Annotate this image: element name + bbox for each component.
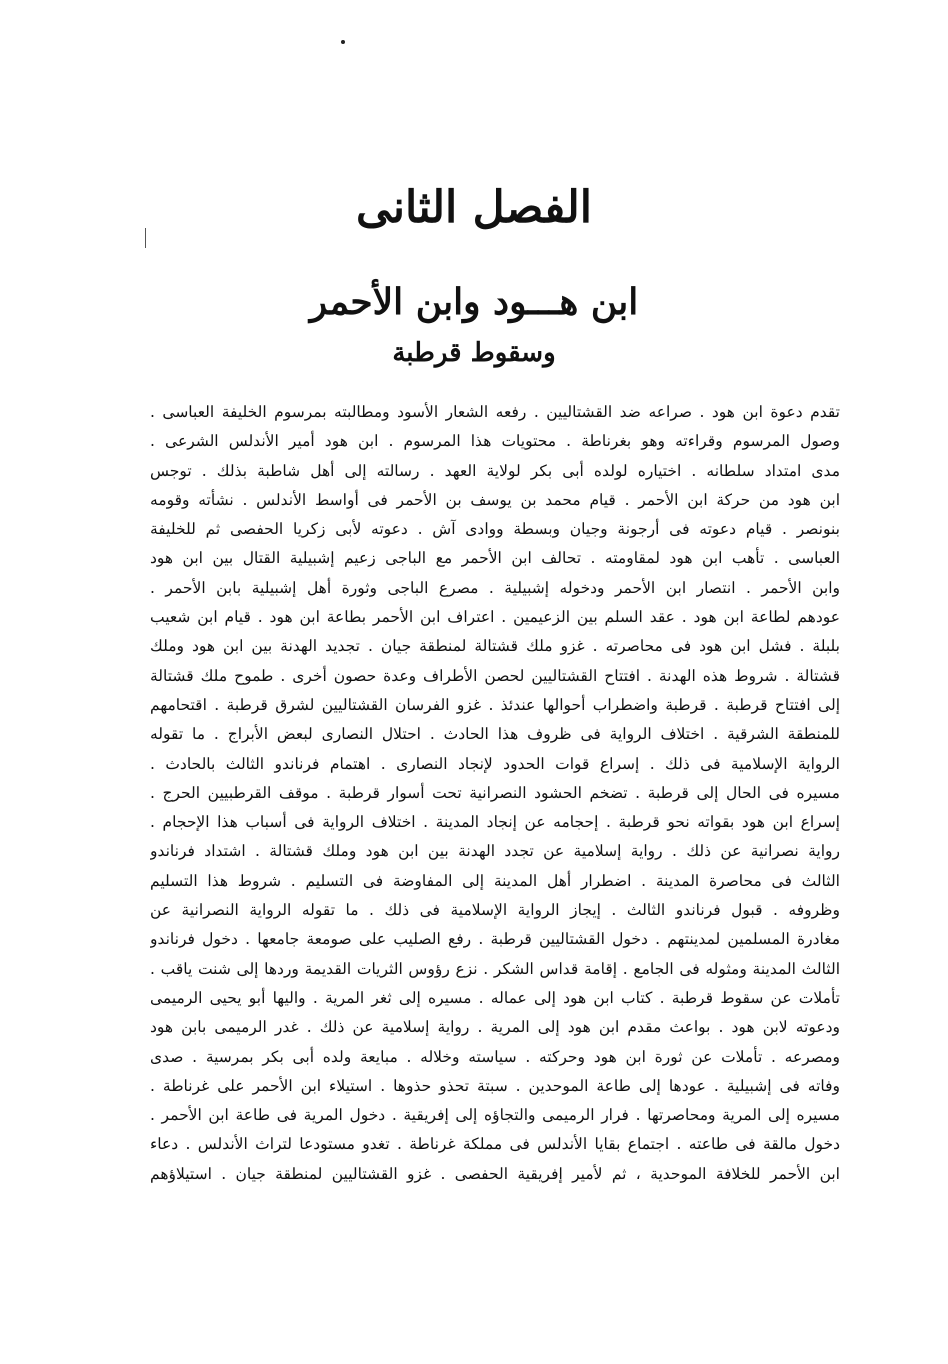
summary-line: الثالث المدينة ومثوله فى الجامع . إقامة قداس الشكر . نزع رؤوس الثريات القديمة وردها إلى شنت ياقب . [150, 959, 840, 978]
summary-line: رواية نصرانية عن ذلك . رواية إسلامية عن تجدد الهدنة بين ابن هود وملك قشتالة . اشتداد فرناندو [150, 842, 840, 861]
summary-line: قشتالة . شروط هذه الهدنة . افتتاح القشتاليين لحصن الأطراف وعدة حصون أخرى . طموح ملك قشتالة [150, 666, 840, 685]
section-title: ابن هـــود وابن الأحمر [309, 281, 639, 323]
chapter-summary [150, 398, 840, 1189]
summary-line: بنونصر . قيام دعوته فى أرجونة وجيان وبسطة ووادى آش . دعوته لأبى زكريا الحفصى ثم للخليفة [150, 520, 840, 539]
summary-line: وظروفه . قبول فرناندو الثالث . إيجاز الرواية الإسلامية فى ذلك . ما تقوله الرواية النصرانية عن [150, 901, 840, 920]
summary-line: تقدم دعوة ابن هود . صراعه ضد القشتاليين . رفعه الشعار الأسود ومطالبته بمرسوم الخليفة العباسى . [150, 403, 840, 421]
summary-line: مسيره إلى المرية ومحاصرتها . فرار الرميمى والتجاؤه إلى إفريقية . دخول المرية فى طاعة ابن الأحمر . [150, 1106, 840, 1125]
summary-line: وفاته فى إشبيلية . عودها إلى طاعة الموحدين . سبتة تحذو حذوها . استيلاء ابن الأحمر على غرناطة . [150, 1076, 840, 1095]
summary-line: ابن الأحمر للخلافة الموحدية ، ثم لأمير إفريقية الحفصى . غزو القشتاليين لمنطقة جيان . استيلاؤهم [150, 1164, 840, 1183]
section-subtitle: وسقوط قرطبة [392, 338, 556, 368]
chapter-title: الفصل الثانى [356, 182, 592, 233]
summary-line: عودهم لطاعة ابن هود . عقد السلم بين الزعيمين . اعتراف ابن الأحمر بطاعة ابن هود . قيام ابن شعيب [150, 608, 840, 627]
summary-line: تأملات عن سقوط قرطبة . كتاب ابن هود إلى عماله . مسيره إلى ثغر المرية . واليها أبو يحيى الرميمى [150, 988, 840, 1007]
summary-line: إلى افتتاح قرطبة . قرطبة واضطراب أحوالها عندئذ . غزو الفرسان القشتاليين لشرق قرطبة . اقتحامهم [150, 695, 840, 714]
summary-line: بلبلة . فشل ابن هود فى محاصرته . غزو ملك قشتالة لمنطقة جيان . تجديد الهدنة بين ابن هود وملك [150, 637, 840, 656]
summary-line: للمنطقة الشرقية . اختلاف الرواية فى ظروف هذا الحادث . احتلال النصارى لبعض الأبراج . ما تقوله [150, 725, 840, 744]
page-speck [341, 40, 345, 44]
summary-line: وصول المرسوم وقراءته وهو بغرناطة . محتويات هذا المرسوم . ابن هود أمير الأندلس الشرعى . [150, 432, 840, 451]
summary-line: مسيره فى الحال إلى قرطبة . تضخم الحشود النصرانية تحت أسوار قرطبة . موقف القرطبيين الحرج . [150, 783, 840, 802]
summary-line: ابن هود من حركة ابن الأحمر . قيام محمد بن يوسف بن الأحمر فى أواسط الأندلس . نشأته وقومه [150, 490, 840, 509]
summary-line: ومصرعه . تأملات عن ثورة ابن هود وحركته . سياسته وخلاله . مبايعة ولده أبى بكر بمرسية . صدى [150, 1047, 840, 1066]
summary-line: ودعوته لابن هود . بواعث مقدم ابن هود إلى المرية . رواية إسلامية عن ذلك . غدر الرميمى بابن هود [150, 1018, 840, 1037]
summary-line: وابن الأحمر . انتصار ابن الأحمر ودخوله إشبيلية . مصرع الباجى وثورة أهل إشبيلية بابن الأحمر . [150, 578, 840, 597]
summary-line: إسراع ابن هود بقواته نحو قرطبة . إحجامه عن إنجاد المدينة . اختلاف الرواية فى أسباب هذا الإحجام . [150, 813, 840, 832]
summary-line: مغادرة المسلمين لمدينتهم . دخول القشتاليين قرطبة . رفع الصليب على صومعة جامعها . دخول فرناندو [150, 930, 840, 949]
summary-line: الرواية الإسلامية فى ذلك . إسراع قوات الحدود لإنجاد النصارى . اهتمام فرناندو الثالث بالحادث . [150, 754, 840, 773]
summary-line: العباسى . تأهب ابن هود لمقاومته . تحالف ابن الأحمر مع الباجى زعيم إشبيلية القتال بين ابن هود [150, 549, 840, 568]
summary-line: الثالث فى محاصرة المدينة . اضطرار أهل المدينة إلى المفاوضة فى التسليم . شروط هذا التسليم [150, 871, 840, 890]
summary-line: دخول مالقة فى طاعته . اجتماع بقايا الأندلس فى مملكة غرناطة . تغدو مستودعا لتراث الأندلس . دعاء [150, 1135, 840, 1154]
summary-line: مدى امتداد سلطانه . اختياره لولده أبى بكر لولاية العهد . رسالته إلى أهل شاطبة بذلك . توجس [150, 461, 840, 480]
